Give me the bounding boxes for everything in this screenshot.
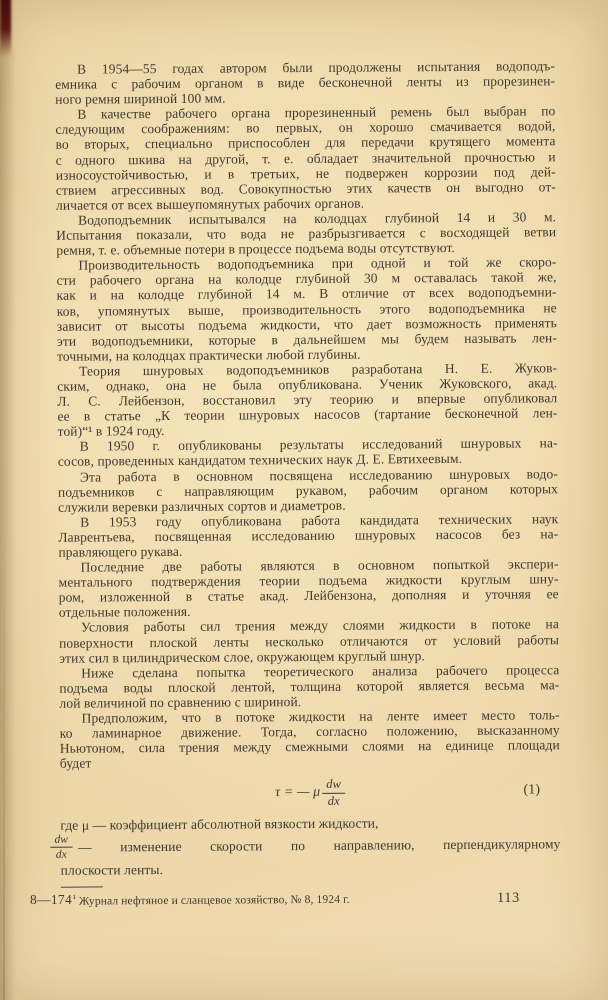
definition-mu: где μ — коэффициент абсолютной вязкости жидкости,	[60, 815, 379, 834]
formula-expression	[275, 778, 345, 808]
text-line: ее в статье „К теории шнуровых насосов (тартание бесконечной лен-	[57, 405, 558, 424]
text-line: Последние две работы являются в основном попыткой экспери-	[80, 556, 559, 575]
text-line: В 1950 г. опубликованы результаты исследований шнуровых на-	[79, 435, 558, 454]
body-paragraphs	[55, 58, 560, 771]
text-line: Эта работа в основном посвящена исследованию шнуровых водо-	[79, 465, 558, 485]
text-line: износоустойчивостью, и в третьих, не подвержен коррозии под дей-	[55, 163, 556, 183]
fraction-numerator: dw	[322, 778, 345, 793]
footnote-text: Журнал нефтяное и сланцевое хозяйство, № 8, 1924 г.	[75, 892, 350, 908]
print-signature: 8—174	[30, 892, 72, 907]
text-line: следующим соображениям: во первых, он хорошо смачивается водой,	[55, 118, 556, 138]
text-line: ного ремня шириной 100 мм.	[55, 90, 226, 107]
text-line: подъема воды плоской лентой, толщина которой является весьма ма-	[59, 677, 560, 696]
derivative-numerator: dw	[50, 834, 72, 848]
text-line: личается от всех вышеупомянутых рабочих органов.	[55, 195, 365, 213]
text-line: точными, на колодцах практически любой глубины.	[57, 346, 361, 364]
formula-prefix: τ = — μ	[275, 785, 321, 801]
text-line: лой величиной по сравнению с шириной.	[59, 693, 302, 711]
text-line: служили веревки различных сортов и диаметров.	[58, 497, 346, 515]
text-line: Теория шнуровых водоподъемников разработана Н. Е. Жуков-	[79, 360, 558, 379]
text-line: этих сил в цилиндрическом слое, окружающем круглый шнур.	[59, 647, 425, 666]
text-line: во вторых, специально приспособлен для передачи крутящего момента	[55, 133, 556, 153]
text-line: Производительность водоподъемника при одной и той же скоро-	[78, 254, 557, 273]
definition-derivative	[54, 831, 561, 862]
text-line: ков, упомянутых выше, производительность этого водоподъемника не	[56, 299, 557, 319]
text-line: той)“¹ в 1924 году.	[57, 423, 165, 439]
footnote-separator	[61, 886, 103, 887]
text-line: Лаврентьева, посвященная исследованию шнуровых насосов без на-	[58, 526, 559, 545]
text-line: поверхности плоской ленты несколько отличаются от условий работы	[59, 631, 560, 651]
formula-fraction	[322, 778, 345, 807]
text-line: зависит от высоты подъема жидкости, что дает возможность применять	[56, 314, 557, 334]
text-line: отдельные положения.	[58, 604, 191, 621]
text-line: Ниже сделана попытка теоретического анализа рабочего процесса	[81, 661, 560, 681]
text-line: Водоподъемник испытывался на колодцах глубиной 14 и 30 м.	[78, 209, 557, 228]
footnote-marker: ¹	[72, 893, 76, 905]
corner-stain	[0, 0, 11, 57]
text-line: ремня, т. е. объемные потери в процессе подъема воды отсутствуют.	[56, 240, 455, 258]
text-line: емника с рабочим органом в виде бесконечной ленты из прорезинен-	[55, 73, 556, 92]
derivative-description: — изменение скорости по направлению, перпендикулярному	[78, 836, 561, 855]
text-line: сосов, проведенных кандидатом технических наук Д. Е. Евтихеевым.	[57, 451, 463, 470]
equation-number: (1)	[523, 782, 541, 798]
text-line: ментального подтверждения теории подъема жидкости круглым шну-	[58, 571, 559, 590]
definition-continuation: плоскости ленты.	[60, 861, 164, 878]
footnote	[61, 889, 561, 908]
text-line: правляющего рукава.	[58, 543, 183, 560]
fraction-denominator: dx	[327, 793, 340, 808]
text-line: Предположим, что в потоке жидкости на ленте имеет место толь-	[81, 707, 560, 726]
text-line: В 1954—55 годах автором были продолжены испытания водоподъ-	[77, 58, 556, 77]
formula-1	[60, 775, 560, 812]
text-line: как и на колодце глубиной 14 м. В отличие от всех водоподъемни-	[56, 284, 557, 304]
text-line: Условия работы сил трения между слоями жидкости в потоке на	[80, 616, 559, 636]
text-line: В 1953 году опубликована работа кандидата технических наук	[80, 511, 559, 530]
text-line: ром, изложенной в статье акад. Лейбензона, дополняя и уточняя ее	[58, 586, 559, 606]
text-line: будет	[59, 755, 92, 772]
page-crease	[3, 520, 5, 1000]
text-line: ствием агрессивных вод. Совокупностью этих качеств он выгодно от-	[55, 179, 556, 198]
text-line: В качестве рабочего органа прорезиненный ремень был выбран по	[77, 103, 556, 122]
text-line: Л. С. Лейбензон, восстановил эту теорию и впервые опубликовал	[57, 390, 558, 409]
body-text-block	[55, 58, 561, 908]
derivative-fraction	[50, 834, 72, 861]
text-line: эти водоподъемники, которые в дальнейшем мы будем называть лен-	[56, 329, 557, 349]
text-line: Ньютоном, сила трения между смежными слоями на единице площади	[59, 737, 560, 756]
page-number: 113	[497, 890, 520, 906]
text-line: с одного шкива на другой, т. е. обладает значительной прочностью и	[55, 148, 556, 168]
text-line: подъемников с направляющим рукавом, рабочим органом которых	[57, 480, 559, 500]
text-line: Испытания показали, что вода не разбрызгивается с восходящей ветви	[56, 224, 557, 243]
text-line: ко ламинарное движение. Тогда, согласно положению, высказанному	[59, 722, 560, 741]
text-line: сти рабочего органа на колодце глубиной 30 м оставалась такой же,	[56, 269, 557, 289]
text-line: ским, однако, она не была опубликована. Ученик Жуковского, акад.	[57, 375, 558, 394]
derivative-denominator: dx	[55, 849, 67, 862]
